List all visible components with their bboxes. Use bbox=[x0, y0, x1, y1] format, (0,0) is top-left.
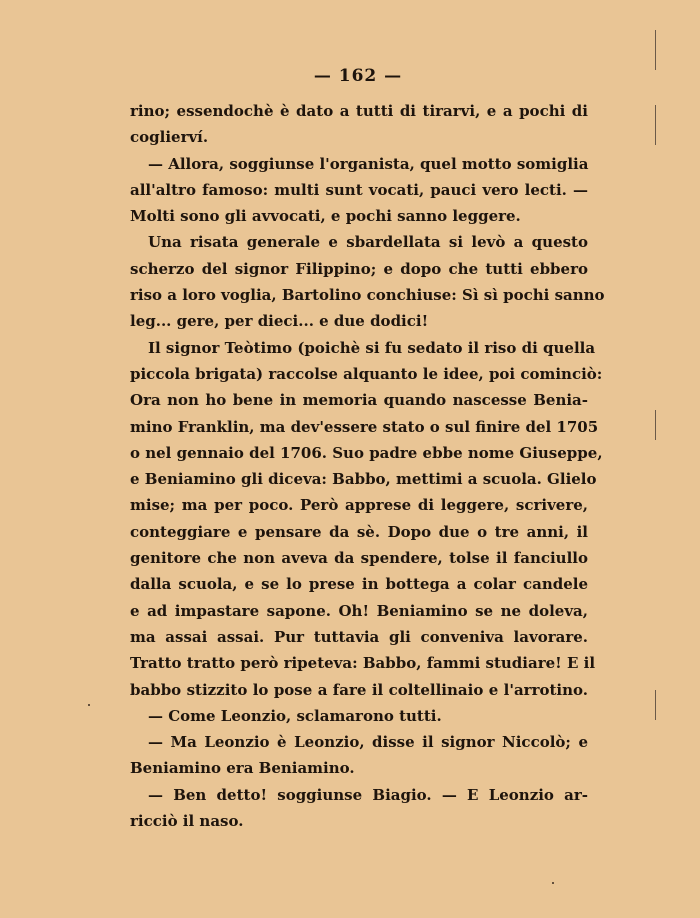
text-line: conteggiare e pensare da sè. Dopo due o tre anni, il bbox=[130, 522, 588, 541]
text-line: ma assai assai. Pur tuttavia gli conveniva lavorare. bbox=[130, 627, 588, 646]
text-line: coglierví. bbox=[130, 128, 209, 147]
page-edge-mark bbox=[655, 690, 656, 720]
text-line: mino Franklin, ma dev'essere stato o sul finire del 1705 bbox=[130, 417, 599, 436]
text-line: e Beniamino gli diceva: Babbo, mettimi a scuola. Glielo bbox=[130, 470, 597, 489]
text-line: — Allora, soggiunse l'organista, quel motto somiglia bbox=[148, 154, 589, 173]
text-line: mise; ma per poco. Però apprese di leggere, scrivere, bbox=[130, 496, 588, 515]
text-line: piccola brigata) raccolse alquanto le idee, poi cominciò: bbox=[130, 364, 603, 383]
text-line: Una risata generale e sbardellata si levò a questo bbox=[148, 233, 588, 252]
text-line: scherzo del signor Filippino; e dopo che tutti ebbero bbox=[130, 259, 588, 278]
speck bbox=[88, 704, 90, 706]
page-number: — 162 — bbox=[313, 66, 403, 86]
text-line: genitore che non aveva da spendere, tolse il fanciullo bbox=[130, 549, 588, 568]
text-line: all'altro famoso: multi sunt vocati, pauci vero lecti. — bbox=[130, 180, 588, 199]
text-line: Il signor Teòtimo (poichè si fu sedato il riso di quella bbox=[148, 338, 596, 357]
page-edge-mark bbox=[655, 30, 656, 70]
text-line: — Ben detto! soggiunse Biagio. — E Leonzio ar- bbox=[148, 785, 588, 804]
speck bbox=[552, 882, 554, 884]
text-line: riso a loro voglia, Bartolino conchiuse: Sì sì pochi sanno bbox=[130, 286, 605, 305]
text-line: Ora non ho bene in memoria quando nascesse Benia- bbox=[130, 391, 588, 410]
page-edge-mark bbox=[655, 410, 656, 440]
text-line: o nel gennaio del 1706. Suo padre ebbe nome Giuseppe, bbox=[130, 443, 603, 462]
text-line: rino; essendochè è dato a tutti di tirarvi, e a pochi di bbox=[130, 102, 588, 120]
text-line: — Come Leonzio, sclamarono tutti. bbox=[148, 706, 442, 725]
page-edge-mark bbox=[655, 105, 656, 145]
body-text bbox=[130, 98, 605, 834]
text-line: e ad impastare sapone. Oh! Beniamino se ne doleva, bbox=[130, 601, 588, 620]
text-line: leg... gere, per dieci... e due dodici! bbox=[130, 312, 429, 331]
text-line: ricciò il naso. bbox=[130, 812, 244, 831]
text-line: Beniamino era Beniamino. bbox=[130, 759, 355, 778]
text-line: Tratto tratto però ripeteva: Babbo, fammi studiare! E il bbox=[130, 654, 596, 673]
text-line: dalla scuola, e se lo prese in bottega a colar candele bbox=[130, 575, 588, 594]
text-line: Molti sono gli avvocati, e pochi sanno leggere. bbox=[130, 207, 521, 226]
text-line: babbo stizzito lo pose a fare il coltellinaio e l'arrotino. bbox=[130, 680, 588, 699]
text-line: — Ma Leonzio è Leonzio, disse il signor Niccolò; e bbox=[148, 733, 588, 752]
